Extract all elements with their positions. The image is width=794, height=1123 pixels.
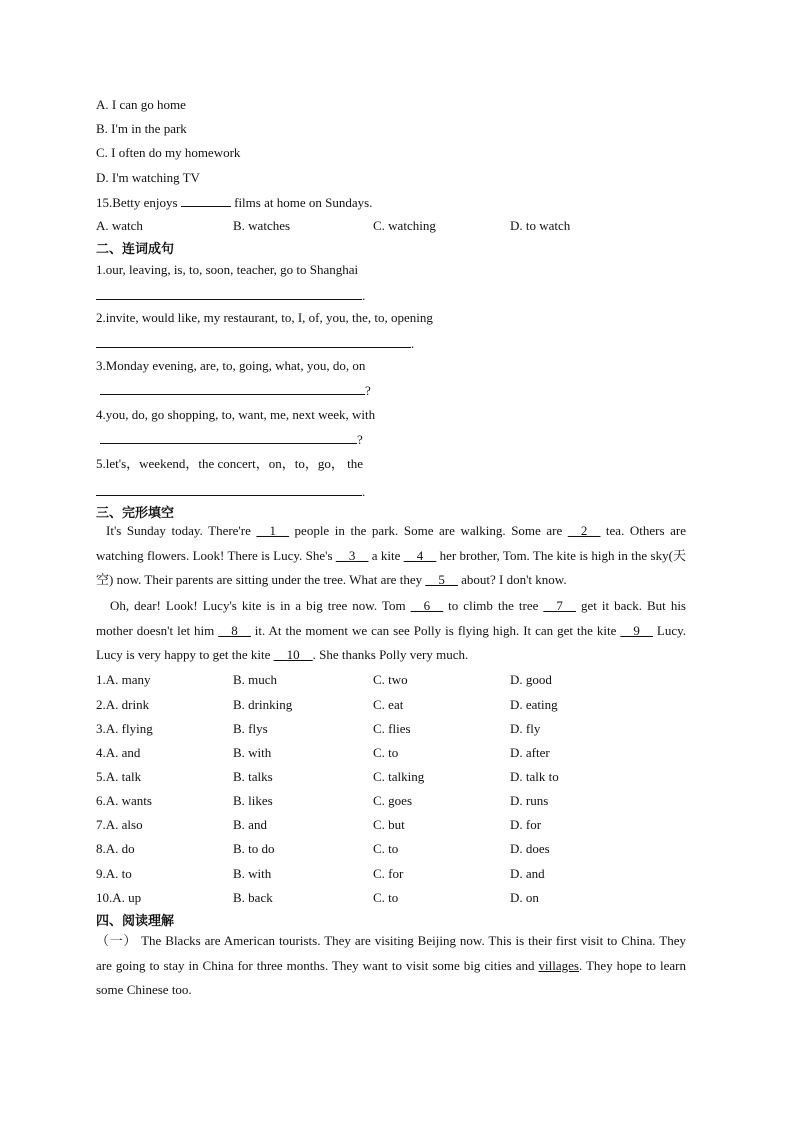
cloze-opt-2-c[interactable]: C. eat <box>373 697 404 712</box>
s2-item-5: 5.let's，weekend，the concert，on，to，go， the <box>96 456 363 471</box>
cloze-opt-9-b[interactable]: B. with <box>233 866 272 881</box>
section4-title: 四、阅读理解 <box>96 914 175 929</box>
cloze-blank-2[interactable]: __2__ <box>567 523 601 538</box>
q14-option-b: B. I'm in the park <box>96 121 187 136</box>
cloze-blank-10[interactable]: __10__ <box>273 647 313 662</box>
s2-answer-line-5[interactable]: . <box>96 482 365 500</box>
q15-blank[interactable] <box>181 193 231 207</box>
q14-option-d: D. I'm watching TV <box>96 170 200 185</box>
q15-option-c: C. watching <box>373 218 436 233</box>
cloze-blank-1[interactable]: __1__ <box>256 523 289 538</box>
q15-stem-after: films at home on Sundays. <box>230 195 373 210</box>
q15-option-b: B. watches <box>233 218 291 233</box>
cloze-opt-10-b[interactable]: B. back <box>233 890 273 905</box>
cloze-opt-1-c[interactable]: C. two <box>373 672 408 687</box>
cloze-opt-3-c[interactable]: C. flies <box>373 721 411 736</box>
cloze-opt-7-d[interactable]: D. for <box>510 817 542 832</box>
cloze-opt-6-b[interactable]: B. likes <box>233 793 273 808</box>
reading-passage-1: （一） The Blacks are American tourists. They are visiting Beijing now. This is their first visit to China. They are going to stay in China for three months. They want to visit some big cities and villages. They hope to learn some Chinese too. <box>96 933 686 997</box>
s2-answer-line-3[interactable]: ? <box>100 381 371 399</box>
q14-option-a: A. I can go home <box>96 97 186 112</box>
s2-answer-line-2[interactable]: . <box>96 334 414 352</box>
cloze-paragraph-2: Oh, dear! Look! Lucy's kite is in a big tree now. Tom __6__ to climb the tree __7__ get it back. But his mother doesn't let him __8__ it. At the moment we can see Polly is flying high. It can get the kite __9__ Lucy. Lucy is very happy to get the kite __10__. She thanks Polly very much. <box>96 598 686 662</box>
cloze-opt-4-b[interactable]: B. with <box>233 745 272 760</box>
s2-item-4: 4.you, do, go shopping, to, want, me, next week, with <box>96 407 376 422</box>
cloze-blank-8[interactable]: __8__ <box>218 622 251 638</box>
cloze-opt-10-c[interactable]: C. to <box>373 890 399 905</box>
cloze-blank-7[interactable]: __7__ <box>543 598 576 613</box>
cloze-opt-4-c[interactable]: C. to <box>373 745 399 760</box>
cloze-opt-6-d[interactable]: D. runs <box>510 793 549 808</box>
cloze-opt-8-a[interactable]: 8.A. do <box>96 841 135 856</box>
underlined-word-villages: villages <box>538 957 579 973</box>
cloze-blank-9[interactable]: __9__ <box>620 622 653 638</box>
cloze-opt-5-b[interactable]: B. talks <box>233 769 273 784</box>
reading-label: （一） <box>96 933 138 948</box>
cloze-opt-3-b[interactable]: B. flys <box>233 721 268 736</box>
cloze-opt-8-d[interactable]: D. does <box>510 841 550 856</box>
cloze-paragraph-1: It's Sunday today. There're __1__ people in the park. Some are walking. Some are __2__ tea. Others are watching flowers. Look! There is Lucy. She's __3__ a kite __4__ her brother, Tom. The kite is high in the sky(天空) now. Their parents are sitting under the tree. What are they __5__ about? I don't know. <box>96 523 687 587</box>
section3-title: 三、完形填空 <box>96 506 175 521</box>
cloze-blank-3[interactable]: __3__ <box>335 547 369 563</box>
q15-stem <box>96 193 372 211</box>
q14-option-c: C. I often do my homework <box>96 145 241 160</box>
cloze-opt-5-a[interactable]: 5.A. talk <box>96 769 142 784</box>
cloze-opt-8-c[interactable]: C. to <box>373 841 399 856</box>
cloze-opt-5-c[interactable]: C. talking <box>373 769 425 784</box>
cloze-opt-4-a[interactable]: 4.A. and <box>96 745 141 760</box>
s2-item-3: 3.Monday evening, are, to, going, what, you, do, on <box>96 358 366 373</box>
s2-answer-line-4[interactable]: ? <box>100 430 363 448</box>
cloze-opt-7-c[interactable]: C. but <box>373 817 405 832</box>
cloze-opt-9-d[interactable]: D. and <box>510 866 545 881</box>
cloze-opt-4-d[interactable]: D. after <box>510 745 550 760</box>
cloze-opt-9-a[interactable]: 9.A. to <box>96 866 132 881</box>
cloze-opt-10-d[interactable]: D. on <box>510 890 539 905</box>
q15-stem-before: 15.Betty enjoys <box>96 195 181 210</box>
cloze-opt-2-a[interactable]: 2.A. drink <box>96 697 150 712</box>
cloze-opt-6-c[interactable]: C. goes <box>373 793 412 808</box>
cloze-opt-8-b[interactable]: B. to do <box>233 841 275 856</box>
q15-option-d: D. to watch <box>510 218 571 233</box>
cloze-opt-2-d[interactable]: D. eating <box>510 697 558 712</box>
cloze-opt-1-a[interactable]: 1.A. many <box>96 672 151 687</box>
cloze-opt-7-b[interactable]: B. and <box>233 817 267 832</box>
cloze-opt-3-d[interactable]: D. fly <box>510 721 541 736</box>
cloze-opt-6-a[interactable]: 6.A. wants <box>96 793 152 808</box>
cloze-opt-3-a[interactable]: 3.A. flying <box>96 721 153 736</box>
cloze-opt-7-a[interactable]: 7.A. also <box>96 817 143 832</box>
cloze-blank-4[interactable]: __4__ <box>403 547 437 563</box>
cloze-opt-2-b[interactable]: B. drinking <box>233 697 293 712</box>
s2-item-1: 1.our, leaving, is, to, soon, teacher, go to Shanghai <box>96 262 359 277</box>
q15-option-a: A. watch <box>96 218 143 233</box>
cloze-opt-9-c[interactable]: C. for <box>373 866 404 881</box>
cloze-opt-5-d[interactable]: D. talk to <box>510 769 559 784</box>
s2-answer-line-1[interactable]: . <box>96 286 365 304</box>
cloze-opt-10-a[interactable]: 10.A. up <box>96 890 142 905</box>
s2-item-2: 2.invite, would like, my restaurant, to, I, of, you, the, to, opening <box>96 310 433 325</box>
cloze-opt-1-d[interactable]: D. good <box>510 672 552 687</box>
cloze-blank-5[interactable]: __5__ <box>425 572 458 587</box>
cloze-opt-1-b[interactable]: B. much <box>233 672 278 687</box>
cloze-blank-6[interactable]: __6__ <box>410 598 444 613</box>
section2-title: 二、连词成句 <box>96 242 175 257</box>
